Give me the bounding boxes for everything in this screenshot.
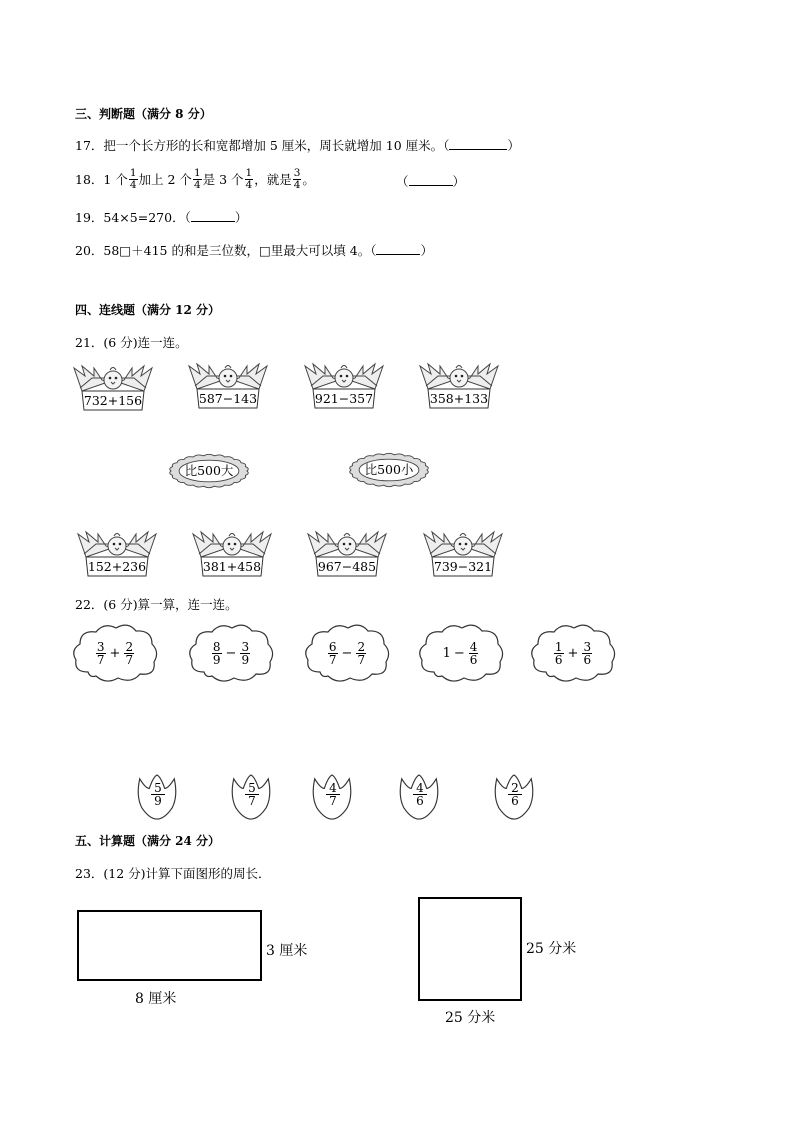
top-bird-card[interactable]	[72, 364, 154, 418]
q18-f2-numerator: 1	[193, 167, 201, 179]
fraction	[582, 641, 592, 666]
q20-answer-blank[interactable]	[376, 243, 420, 255]
fraction-denominator: 7	[125, 652, 134, 667]
question-17	[75, 136, 520, 154]
q18-text-3: 是 3 个	[202, 172, 244, 187]
bottom-bird-expression: 739−321	[433, 559, 493, 574]
fraction-denominator: 6	[554, 652, 563, 667]
q18-fraction-1	[129, 168, 138, 190]
fraction	[413, 782, 427, 807]
top-bird-card[interactable]	[303, 362, 385, 416]
cloud-expression	[528, 622, 618, 684]
q18-fraction-2	[193, 168, 202, 190]
cloud-expression-card[interactable]	[70, 622, 160, 684]
q18-f3-numerator: 1	[245, 167, 253, 179]
fraction-numerator: 5	[245, 782, 259, 795]
cloud-expression-card[interactable]	[528, 622, 618, 684]
tulip-answer-card[interactable]	[225, 774, 277, 820]
q17-text: 把一个长方形的长和宽都增加 5 厘米，周长就增加 10 厘米。（	[103, 138, 450, 153]
fraction-denominator: 7	[357, 652, 366, 667]
q19-number: 19．	[75, 210, 104, 225]
bottom-bird-expression: 152+236	[87, 559, 147, 574]
q18-fraction-4	[293, 168, 302, 190]
question-20	[75, 241, 433, 259]
q18-f1-numerator: 1	[129, 167, 137, 179]
q18-fraction-3	[245, 168, 254, 190]
section4-title: 四、连线题（满分 12 分）	[75, 303, 221, 317]
square-figure	[418, 897, 522, 1001]
fraction-numerator: 2	[508, 782, 522, 795]
square-side-label-bottom: 25 分米	[445, 1010, 496, 1026]
bottom-bird-card[interactable]	[191, 530, 273, 584]
q18-f3-denominator: 4	[245, 178, 253, 191]
q18-f4-denominator: 4	[293, 178, 301, 191]
q19-text: 54×5=270．（	[103, 210, 191, 225]
q18-f1-denominator: 4	[129, 178, 137, 191]
fraction-numerator: 4	[326, 782, 340, 795]
fraction-denominator: 6	[416, 794, 424, 808]
section3-title: 三、判断题（满分 8 分）	[75, 107, 212, 121]
q18-f4-numerator: 3	[293, 167, 301, 179]
fraction	[326, 782, 340, 807]
cloud-expression	[70, 622, 160, 684]
q23-label: 23．(12 分)计算下面图形的周长．	[75, 866, 271, 881]
scallop-oval-label: 比500小	[364, 462, 414, 477]
fraction	[124, 641, 134, 666]
fraction	[554, 641, 564, 666]
q18-answer-blank[interactable]	[409, 174, 453, 186]
fraction-numerator: 1	[554, 639, 563, 654]
q19-close: ）	[234, 210, 248, 225]
question-19	[75, 208, 247, 226]
q18-text-4: ，就是	[254, 172, 292, 187]
operator: +	[109, 645, 121, 661]
fraction-denominator: 7	[329, 794, 337, 808]
bottom-bird-card[interactable]	[306, 530, 388, 584]
top-bird-expression: 358+133	[429, 391, 489, 406]
q19-answer-blank[interactable]	[191, 210, 235, 222]
q22-label: 22．(6 分)算一算，连一连。	[75, 597, 238, 612]
fraction	[96, 641, 106, 666]
fraction-numerator: 6	[328, 639, 337, 654]
fraction	[508, 782, 522, 807]
question-18	[75, 164, 315, 194]
operator: −	[341, 645, 353, 661]
fraction-numerator: 2	[125, 639, 134, 654]
top-bird-expression: 587−143	[198, 391, 258, 406]
fraction-numerator: 5	[151, 782, 165, 795]
cloud-expression-card[interactable]	[302, 622, 392, 684]
scallop-oval-target[interactable]	[345, 451, 433, 489]
cloud-expression	[186, 622, 276, 684]
fraction	[151, 782, 165, 807]
fraction-numerator: 3	[583, 639, 592, 654]
square-side-label-right: 25 分米	[526, 941, 577, 957]
q20-text: 58□＋415 的和是三位数，□里最大可以填 4。（	[103, 243, 377, 258]
rectangle-height-label: 3 厘米	[266, 943, 308, 959]
q17-answer-blank[interactable]	[449, 138, 507, 150]
bottom-bird-card[interactable]	[76, 530, 158, 584]
tulip-answer-card[interactable]	[488, 774, 540, 820]
whole-number: 1	[442, 645, 451, 661]
q18-text-1: 1 个	[103, 172, 128, 187]
q18-text-5: 。	[302, 172, 315, 187]
q18-open: （	[396, 174, 409, 189]
q18-text-2: 加上 2 个	[138, 172, 192, 187]
fraction-denominator: 9	[154, 794, 162, 808]
fraction-numerator: 3	[96, 639, 105, 654]
fraction-numerator: 8	[212, 639, 221, 654]
fraction	[212, 641, 222, 666]
q18-number: 18．	[75, 172, 104, 187]
fraction-denominator: 6	[469, 652, 478, 667]
fraction-numerator: 4	[469, 639, 478, 654]
fraction-denominator: 9	[212, 652, 221, 667]
tulip-answer-card[interactable]	[306, 774, 358, 820]
operator: −	[453, 645, 465, 661]
fraction-denominator: 7	[96, 652, 105, 667]
tulip-answer-card[interactable]	[393, 774, 445, 820]
rectangle-figure	[77, 910, 262, 981]
q18-f2-denominator: 4	[193, 178, 201, 191]
scallop-oval-label: 比500大	[184, 463, 234, 478]
fraction-numerator: 4	[413, 782, 427, 795]
cloud-expression	[302, 622, 392, 684]
bottom-bird-card[interactable]	[422, 530, 504, 584]
cloud-expression	[416, 622, 506, 684]
fraction-denominator: 6	[583, 652, 592, 667]
top-bird-card[interactable]	[187, 362, 269, 416]
top-bird-card[interactable]	[418, 362, 500, 416]
fraction	[240, 641, 250, 666]
cloud-expression-card[interactable]	[416, 622, 506, 684]
fraction	[356, 641, 366, 666]
fraction-denominator: 7	[248, 794, 256, 808]
operator: +	[567, 645, 579, 661]
fraction-denominator: 7	[328, 652, 337, 667]
bottom-bird-expression: 967−485	[317, 559, 377, 574]
fraction-denominator: 6	[511, 794, 519, 808]
fraction-numerator: 3	[241, 639, 250, 654]
top-bird-expression: 921−357	[314, 391, 374, 406]
operator: −	[225, 645, 237, 661]
q18-answer	[396, 172, 465, 190]
q17-close: ）	[507, 138, 520, 153]
fraction	[245, 782, 259, 807]
tulip-answer-card[interactable]	[131, 774, 183, 820]
section5-title: 五、计算题（满分 24 分）	[75, 834, 221, 848]
fraction-numerator: 2	[357, 639, 366, 654]
bottom-bird-expression: 381+458	[202, 559, 262, 574]
cloud-expression-card[interactable]	[186, 622, 276, 684]
q20-number: 20．	[75, 243, 104, 258]
q18-close: ）	[452, 174, 466, 189]
fraction	[328, 641, 338, 666]
fraction	[469, 641, 479, 666]
fraction-denominator: 9	[241, 652, 250, 667]
top-bird-expression: 732+156	[83, 393, 143, 408]
rectangle-width-label: 8 厘米	[135, 991, 177, 1007]
scallop-oval-target[interactable]	[165, 452, 253, 490]
q17-number: 17．	[75, 138, 104, 153]
q21-label: 21．(6 分)连一连。	[75, 335, 188, 350]
q20-close: ）	[420, 243, 433, 258]
